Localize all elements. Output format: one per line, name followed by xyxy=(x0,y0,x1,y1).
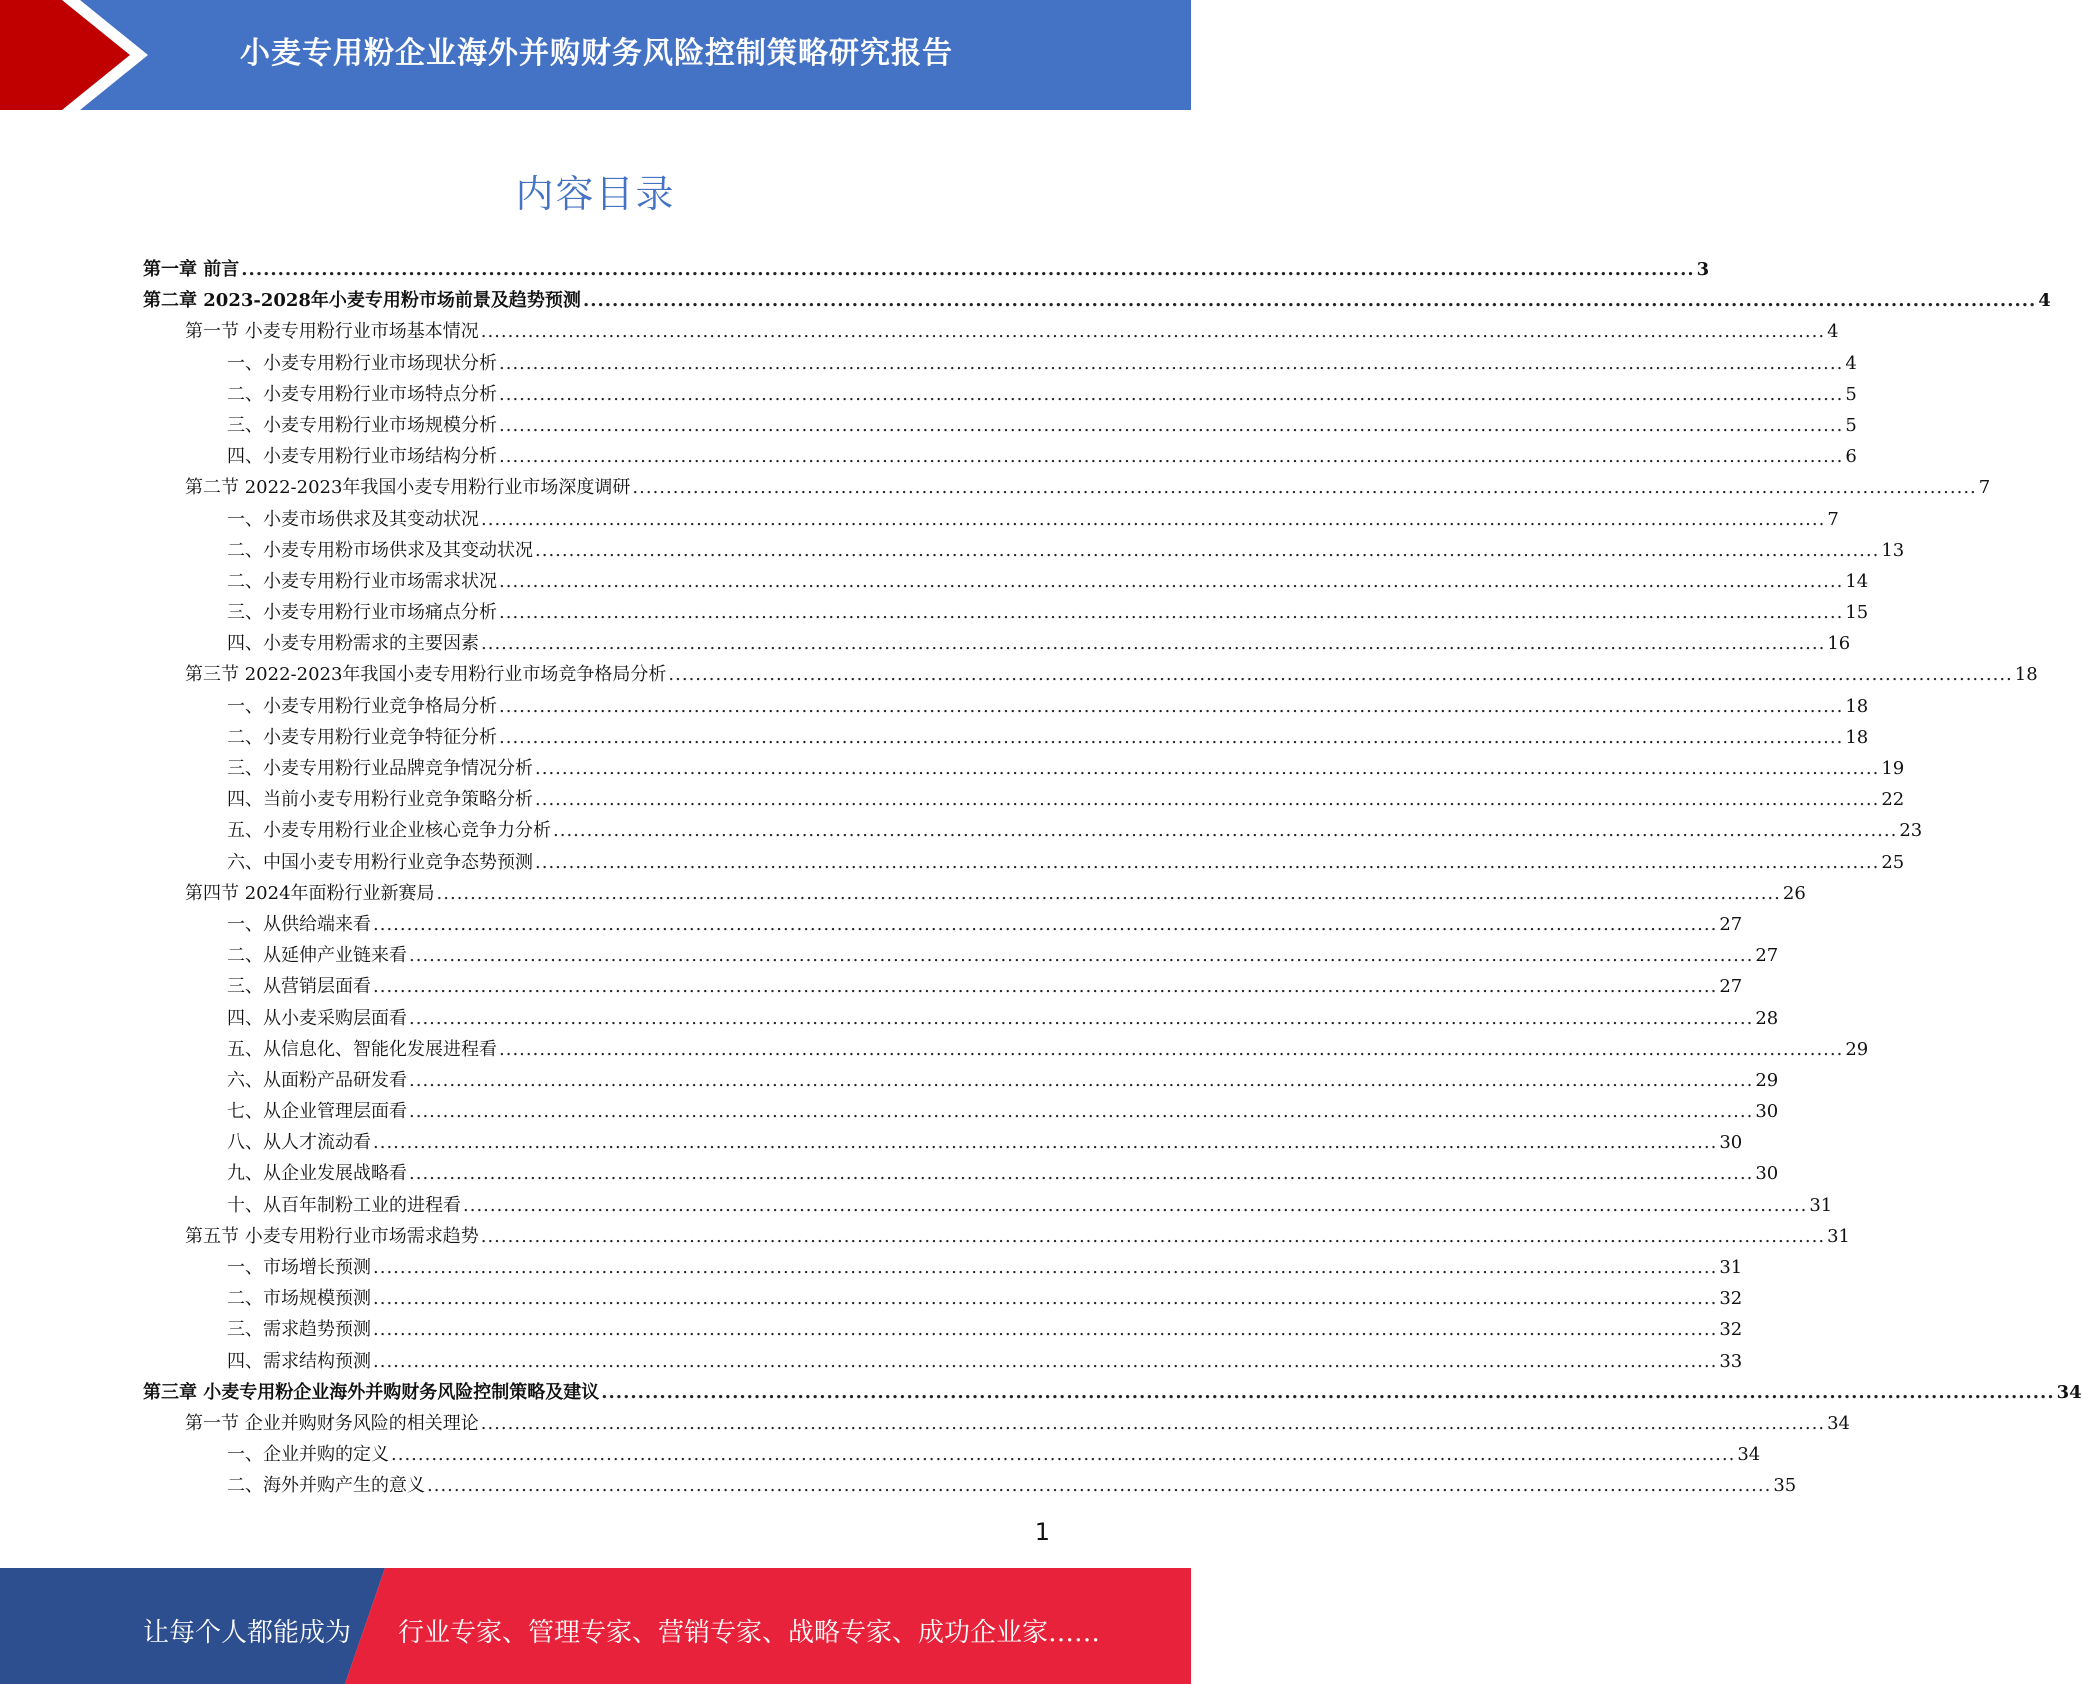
toc-entry[interactable] xyxy=(143,1377,2082,1408)
dot-leader: ........................................................................................................................................................................................................ xyxy=(499,352,1844,374)
toc-entry[interactable] xyxy=(143,1439,1761,1470)
toc-entry-page: 27 xyxy=(1719,976,1743,998)
dot-leader: ........................................................................................................................................................................................................ xyxy=(481,633,1826,655)
toc-entry-page: 22 xyxy=(1881,789,1905,811)
toc-entry[interactable] xyxy=(143,316,1839,347)
dot-leader: ........................................................................................................................................................................................................ xyxy=(373,913,1718,935)
toc-entry-label: 第二节 2022-2023年我国小麦专用粉行业市场深度调研 xyxy=(185,477,631,499)
toc-entry-label: 一、小麦专用粉行业竞争格局分析 xyxy=(227,695,497,717)
toc-entry-label: 第一章 前言 xyxy=(143,259,240,280)
dot-leader: ........................................................................................................................................................................................................ xyxy=(409,945,1754,967)
toc-entry-label: 三、从营销层面看 xyxy=(227,976,371,998)
table-of-contents xyxy=(143,254,2082,1502)
toc-entry[interactable] xyxy=(143,940,1779,971)
toc-entry-label: 第三节 2022-2023年我国小麦专用粉行业市场竞争格局分析 xyxy=(185,664,667,686)
toc-entry-page: 3 xyxy=(1696,259,1710,280)
toc-entry-label: 六、中国小麦专用粉行业竞争态势预测 xyxy=(227,851,533,873)
toc-entry[interactable] xyxy=(143,285,2051,316)
toc-entry-label: 四、小麦专用粉行业市场结构分析 xyxy=(227,446,497,468)
dot-leader: ........................................................................................................................................................................................................ xyxy=(499,414,1844,436)
dot-leader: ........................................................................................................................................................................................................ xyxy=(409,1101,1754,1123)
report-title: 小麦专用粉企业海外并购财务风险控制策略研究报告 xyxy=(240,36,953,71)
dot-leader: ........................................................................................................................................................................................................ xyxy=(535,851,1880,873)
toc-entry[interactable] xyxy=(143,691,1869,722)
dot-leader: ........................................................................................................................................................................................................ xyxy=(409,1069,1754,1091)
toc-entry[interactable] xyxy=(143,815,1923,846)
toc-entry[interactable] xyxy=(143,472,1991,503)
dot-leader: ........................................................................................................................................................................................................ xyxy=(391,1444,1736,1466)
toc-entry-label: 第五节 小麦专用粉行业市场需求趋势 xyxy=(185,1225,479,1247)
toc-entry-page: 13 xyxy=(1881,539,1905,561)
toc-entry-page: 23 xyxy=(1899,820,1923,842)
toc-entry-page: 27 xyxy=(1719,913,1743,935)
toc-entry-label: 二、小麦专用粉行业市场特点分析 xyxy=(227,383,497,405)
toc-entry[interactable] xyxy=(143,1408,1850,1439)
toc-entry-label: 一、小麦专用粉行业市场现状分析 xyxy=(227,352,497,374)
toc-entry-page: 28 xyxy=(1755,1007,1779,1029)
dot-leader: ........................................................................................................................................................................................................ xyxy=(668,664,2013,686)
toc-entry-label: 二、小麦专用粉市场供求及其变动状况 xyxy=(227,539,533,561)
toc-entry-label: 第二章 2023-2028年小麦专用粉市场前景及趋势预测 xyxy=(143,290,581,312)
toc-entry-page: 18 xyxy=(2014,664,2038,686)
dot-leader: ........................................................................................................................................................................................................ xyxy=(535,539,1880,561)
toc-entry[interactable] xyxy=(143,1314,1743,1345)
toc-entry[interactable] xyxy=(143,1252,1743,1283)
dot-leader: ........................................................................................................................................................................................................ xyxy=(601,1381,2055,1403)
toc-entry-label: 五、从信息化、智能化发展进程看 xyxy=(227,1038,497,1060)
toc-entry-label: 七、从企业管理层面看 xyxy=(227,1101,407,1123)
toc-entry-label: 第一节 小麦专用粉行业市场基本情况 xyxy=(185,321,479,343)
toc-entry-page: 4 xyxy=(2038,290,2051,312)
toc-entry-label: 三、小麦专用粉行业品牌竞争情况分析 xyxy=(227,758,533,779)
toc-entry-label: 一、市场增长预测 xyxy=(227,1257,371,1278)
toc-entry-label: 第一节 企业并购财务风险的相关理论 xyxy=(185,1412,479,1434)
page-number: 1 xyxy=(1034,1518,1050,1546)
dot-leader: ........................................................................................................................................................................................................ xyxy=(241,259,1695,280)
dot-leader: ........................................................................................................................................................................................................ xyxy=(582,290,2037,312)
toc-entry-label: 四、需求结构预测 xyxy=(227,1350,371,1372)
dot-leader: ........................................................................................................................................................................................................ xyxy=(481,508,1826,530)
toc-entry-label: 三、小麦专用粉行业市场痛点分析 xyxy=(227,602,497,624)
toc-entry-page: 25 xyxy=(1881,851,1905,873)
toc-entry[interactable] xyxy=(143,1034,1869,1065)
toc-entry-label: 四、小麦专用粉需求的主要因素 xyxy=(227,633,479,655)
toc-entry[interactable] xyxy=(143,441,1857,472)
toc-entry-label: 二、小麦专用粉行业市场需求状况 xyxy=(227,570,497,592)
toc-entry-page: 26 xyxy=(1782,882,1806,904)
toc-entry-label: 三、小麦专用粉行业市场规模分析 xyxy=(227,414,497,436)
toc-entry[interactable] xyxy=(143,971,1743,1002)
dot-leader: ........................................................................................................................................................................................................ xyxy=(409,1163,1754,1185)
toc-entry-label: 四、当前小麦专用粉行业竞争策略分析 xyxy=(227,789,533,811)
toc-entry-page: 34 xyxy=(1737,1444,1761,1466)
toc-entry[interactable] xyxy=(143,348,1857,379)
dot-leader: ........................................................................................................................................................................................................ xyxy=(373,1288,1718,1310)
toc-entry-page: 4 xyxy=(1827,321,1839,343)
toc-entry-page: 7 xyxy=(1978,477,1991,499)
toc-entry-label: 八、从人才流动看 xyxy=(227,1132,371,1154)
toc-entry[interactable] xyxy=(143,379,1857,410)
dot-leader: ........................................................................................................................................................................................................ xyxy=(480,1412,1826,1434)
toc-entry-page: 30 xyxy=(1719,1132,1743,1154)
dot-leader: ........................................................................................................................................................................................................ xyxy=(373,1350,1718,1372)
toc-entry[interactable] xyxy=(143,1003,1779,1034)
dot-leader: ........................................................................................................................................................................................................ xyxy=(480,1225,1826,1247)
toc-entry-page: 19 xyxy=(1881,758,1905,779)
toc-entry-label: 二、从延伸产业链来看 xyxy=(227,945,407,967)
toc-entry[interactable] xyxy=(143,722,1869,753)
toc-entry-page: 7 xyxy=(1827,508,1839,530)
toc-entry-label: 二、海外并购产生的意义 xyxy=(227,1475,425,1497)
dot-leader: ........................................................................................................................................................................................................ xyxy=(499,726,1844,748)
toc-entry[interactable] xyxy=(143,1346,1743,1377)
toc-entry-page: 33 xyxy=(1719,1350,1743,1372)
toc-entry-label: 十、从百年制粉工业的进程看 xyxy=(227,1194,461,1216)
dot-leader: ........................................................................................................................................................................................................ xyxy=(499,383,1844,405)
toc-entry-page: 15 xyxy=(1845,602,1869,624)
toc-entry-page: 29 xyxy=(1755,1069,1779,1091)
toc-entry-page: 31 xyxy=(1827,1225,1850,1247)
toc-entry-page: 14 xyxy=(1845,570,1869,592)
dot-leader: ........................................................................................................................................................................................................ xyxy=(373,1132,1718,1154)
toc-entry-label: 一、从供给端来看 xyxy=(227,913,371,935)
toc-entry-page: 34 xyxy=(1827,1412,1850,1434)
toc-heading: 内容目录 xyxy=(515,172,676,216)
toc-entry-page: 34 xyxy=(2056,1381,2082,1403)
toc-entry-page: 32 xyxy=(1719,1319,1743,1341)
dot-leader: ........................................................................................................................................................................................................ xyxy=(373,976,1718,998)
toc-entry-label: 第四节 2024年面粉行业新赛局 xyxy=(185,882,435,904)
toc-entry-page: 29 xyxy=(1845,1038,1869,1060)
dot-leader: ........................................................................................................................................................................................................ xyxy=(373,1319,1718,1341)
toc-entry-page: 30 xyxy=(1755,1101,1779,1123)
toc-entry[interactable] xyxy=(143,1283,1743,1314)
footer-slogan-right: 行业专家、管理专家、营销专家、战略专家、成功企业家…… xyxy=(398,1618,1101,1648)
toc-entry-label: 四、从小麦采购层面看 xyxy=(227,1007,407,1029)
toc-entry[interactable] xyxy=(143,847,1905,878)
toc-entry[interactable] xyxy=(143,597,1869,628)
toc-entry[interactable] xyxy=(143,1190,1833,1221)
dot-leader: ........................................................................................................................................................................................................ xyxy=(499,695,1844,717)
toc-entry[interactable] xyxy=(143,878,1806,909)
toc-entry-page: 16 xyxy=(1827,633,1851,655)
toc-entry[interactable] xyxy=(143,784,1905,815)
toc-entry[interactable] xyxy=(143,1127,1743,1158)
toc-entry-label: 九、从企业发展战略看 xyxy=(227,1163,407,1185)
toc-entry-label: 三、需求趋势预测 xyxy=(227,1319,371,1341)
toc-entry-page: 31 xyxy=(1719,1257,1743,1278)
toc-entry-page: 31 xyxy=(1809,1194,1833,1216)
dot-leader: ........................................................................................................................................................................................................ xyxy=(409,1007,1754,1029)
dot-leader: ........................................................................................................................................................................................................ xyxy=(499,602,1844,624)
toc-entry[interactable] xyxy=(143,1096,1779,1127)
toc-entry[interactable] xyxy=(143,753,1905,784)
dot-leader: ........................................................................................................................................................................................................ xyxy=(535,758,1880,779)
dot-leader: ........................................................................................................................................................................................................ xyxy=(553,820,1898,842)
toc-entry[interactable] xyxy=(143,1065,1779,1096)
dot-leader: ........................................................................................................................................................................................................ xyxy=(632,477,1977,499)
toc-entry[interactable] xyxy=(143,566,1869,597)
toc-entry[interactable] xyxy=(143,628,1851,659)
footer-slogan-left: 让每个人都能成为 xyxy=(143,1618,352,1648)
toc-entry-label: 二、小麦专用粉行业竞争特征分析 xyxy=(227,726,497,748)
toc-entry-page: 18 xyxy=(1845,726,1869,748)
toc-entry-label: 二、市场规模预测 xyxy=(227,1288,371,1310)
toc-entry-label: 一、小麦市场供求及其变动状况 xyxy=(227,508,479,530)
dot-leader: ........................................................................................................................................................................................................ xyxy=(436,882,1781,904)
toc-entry-page: 5 xyxy=(1845,414,1857,436)
dot-leader: ........................................................................................................................................................................................................ xyxy=(499,570,1844,592)
toc-entry-label: 六、从面粉产品研发看 xyxy=(227,1069,407,1091)
toc-entry-label: 五、小麦专用粉行业企业核心竞争力分析 xyxy=(227,820,551,842)
toc-entry[interactable] xyxy=(143,410,1857,441)
toc-entry[interactable] xyxy=(143,909,1743,940)
toc-entry-page: 35 xyxy=(1773,1475,1797,1497)
dot-leader: ........................................................................................................................................................................................................ xyxy=(535,789,1880,811)
toc-entry-page: 4 xyxy=(1845,352,1857,374)
dot-leader: ........................................................................................................................................................................................................ xyxy=(480,321,1826,343)
toc-entry[interactable] xyxy=(143,659,2038,690)
toc-entry[interactable] xyxy=(143,504,1839,535)
toc-entry[interactable] xyxy=(143,254,1710,285)
toc-entry-page: 5 xyxy=(1845,383,1857,405)
chevron-logo-icon xyxy=(0,0,160,110)
dot-leader: ........................................................................................................................................................................................................ xyxy=(463,1194,1808,1216)
toc-entry-label: 第三章 小麦专用粉企业海外并购财务风险控制策略及建议 xyxy=(143,1381,600,1403)
dot-leader: ........................................................................................................................................................................................................ xyxy=(427,1475,1772,1497)
toc-entry[interactable] xyxy=(143,1470,1797,1501)
toc-entry[interactable] xyxy=(143,1221,1850,1252)
dot-leader: ........................................................................................................................................................................................................ xyxy=(499,1038,1844,1060)
toc-entry[interactable] xyxy=(143,1158,1779,1189)
toc-entry-page: 30 xyxy=(1755,1163,1779,1185)
toc-entry-page: 27 xyxy=(1755,945,1779,967)
dot-leader: ........................................................................................................................................................................................................ xyxy=(499,446,1844,468)
dot-leader: ........................................................................................................................................................................................................ xyxy=(373,1257,1718,1278)
toc-entry-page: 6 xyxy=(1845,446,1857,468)
toc-entry-page: 32 xyxy=(1719,1288,1743,1310)
toc-entry-page: 18 xyxy=(1845,695,1869,717)
toc-entry-label: 一、企业并购的定义 xyxy=(227,1444,389,1466)
toc-entry[interactable] xyxy=(143,535,1905,566)
